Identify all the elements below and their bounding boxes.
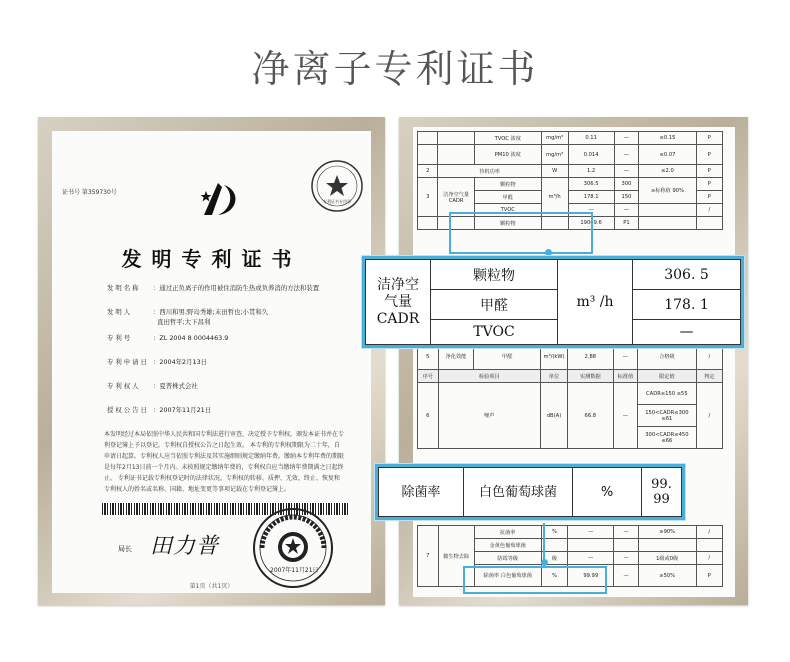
- table-cell: —: [568, 204, 614, 217]
- field-label: 专利权人: [107, 382, 141, 390]
- table-cell: P: [696, 165, 722, 178]
- table-row: [418, 383, 723, 405]
- table-cell: P: [696, 132, 722, 145]
- page-title: 净离子专利证书: [251, 47, 539, 91]
- field-label: 发明人: [107, 308, 133, 316]
- cadr-item-value: —: [633, 320, 741, 345]
- report-table-middle: [417, 343, 723, 449]
- cadr-item-value: 178. 1: [633, 290, 741, 320]
- table-cell: P: [696, 191, 722, 204]
- table-cell: —: [614, 204, 639, 217]
- table-cell: 级: [541, 552, 567, 565]
- table-cell: 2: [418, 165, 438, 178]
- table-cell: TVOC 浓度: [474, 132, 541, 145]
- certificate-body-text: 本发明经过本局依照中华人民共和国专利法进行审查，决定授予专利权，颁发本证书并在专利登记簿上予以登记。专利权自授权公告之日起生效。 本专利的专利权期限为二十年，自申请日起算。专利权人应当依照专利法及其实施细则规定缴纳年费。缴纳本专利年费的期限是每年2月13日前一个月内。未按照规定缴纳年费的，专利权自应当缴纳年费期满之日起终止。 专利证书记载专利权登记时的法律状况。专利权的转移、质押、无效、终止、恢复和专利权人的姓名或名称、国籍、地址变更等事项记载在专利登记簿上。: [104, 431, 345, 493]
- cadr-unit: m³ /h: [558, 260, 633, 345]
- table-cell: 1级或0级: [638, 552, 696, 565]
- table-cell: /: [696, 344, 722, 370]
- table-cell: P: [696, 178, 722, 191]
- table-cell: 颗粒物: [474, 217, 541, 230]
- table-cell: 微生物去除: [438, 526, 474, 587]
- field-patent-number: 专利号 ：ZL 2004 8 0004463.9: [107, 334, 229, 342]
- table-cell: —: [568, 552, 614, 565]
- table-cell: %: [541, 526, 567, 539]
- table-header: 检验项目: [438, 370, 540, 383]
- table-cell: /: [696, 552, 722, 565]
- table-cell: P: [696, 565, 722, 587]
- table-cell: 178.1: [568, 191, 614, 204]
- table-cell: dB(A): [541, 383, 568, 449]
- table-cell: ≤2.0: [639, 165, 696, 178]
- table-header: 判定: [696, 370, 722, 383]
- table-cell: 19069.6: [568, 217, 614, 230]
- table-cell: 待机功率: [438, 165, 541, 178]
- signature-label: 局长: [118, 545, 132, 553]
- table-cell: 抗菌率: [474, 526, 541, 539]
- table-cell: 1.2: [568, 165, 614, 178]
- table-row: [418, 370, 723, 383]
- field-value: 夏普株式会社: [159, 382, 198, 390]
- bacteria-item: 白色葡萄球菌: [464, 468, 573, 517]
- table-row: [418, 145, 723, 165]
- national-ip-office-seal-icon: [252, 507, 334, 589]
- table-cell: ≥50%: [638, 565, 696, 587]
- highlight-box-bacteria: [463, 566, 607, 594]
- bacteria-callout-table: [378, 467, 682, 517]
- cadr-item-name: TVOC: [431, 320, 558, 345]
- table-cell: —: [614, 132, 639, 145]
- table-cell: mg/m³: [541, 145, 568, 165]
- table-cell: —: [614, 552, 639, 565]
- table-cell: TVOC: [474, 204, 541, 217]
- field-label: 发明名称: [107, 284, 141, 292]
- field-inventor: 发明人 ：西川和男;野岛秀雄;末田哲也;小贯和久: [107, 308, 269, 316]
- report-frame: [399, 117, 748, 605]
- table-row: [418, 132, 723, 145]
- field-patentee: 专利权人 ：夏普株式会社: [107, 382, 198, 390]
- field-value: ZL 2004 8 0004463.9: [159, 334, 229, 342]
- field-value: 2004年2月13日: [159, 358, 208, 366]
- table-cell: 300: [614, 178, 639, 191]
- field-value: 西川和男;野岛秀雄;末田哲也;小贯和久: [159, 308, 269, 316]
- highlight-box-cadr: [449, 212, 593, 254]
- table-cell: 甲醛: [474, 191, 541, 204]
- cadr-item-name: 颗粒物: [431, 260, 558, 290]
- table-cell: ≤0.15: [639, 132, 696, 145]
- table-cell: —: [614, 165, 639, 178]
- table-cell: —: [614, 526, 639, 539]
- table-cell: CADR≤150 ≤55: [638, 383, 697, 405]
- table-cell: /: [696, 526, 722, 539]
- table-cell: 甲醛: [474, 344, 541, 370]
- certificate-page-number: 第1页（共1页）: [189, 583, 234, 590]
- table-row: [418, 165, 723, 178]
- table-cell: 0.014: [568, 145, 614, 165]
- cadr-item-value: 306. 5: [633, 260, 741, 290]
- field-label: 专利号: [107, 334, 133, 342]
- table-cell: mg/m³: [541, 132, 568, 145]
- table-cell: 300<CADR≤450 ≤66: [638, 427, 697, 449]
- field-inventor-cont: [107, 317, 210, 326]
- table-cell: 除菌率 白色葡萄球菌: [474, 565, 541, 587]
- table-row: 7 微生物去除 抗菌率 % — — ≥90% /: [418, 526, 723, 539]
- table-cell: —: [568, 526, 614, 539]
- bacteria-label: 除菌率: [379, 468, 464, 517]
- table-cell: 99.99: [568, 565, 614, 587]
- cadr-callout: [362, 256, 744, 348]
- connector-line: [543, 523, 545, 561]
- certificate-title: 发明专利证书: [121, 247, 302, 271]
- cadr-callout-table: [365, 259, 741, 345]
- table-cell: 6: [418, 383, 439, 449]
- certificate-number: 证书号 第359730号: [62, 189, 117, 196]
- table-cell: 颗粒物: [474, 178, 541, 191]
- table-cell: W: [541, 165, 568, 178]
- table-cell: P: [696, 145, 722, 165]
- table-row: 3 洁净空气量CADR 颗粒物 m³/h 306.5 300 ≥标称值 90% P: [418, 178, 723, 191]
- table-header: 单位: [541, 370, 568, 383]
- table-cell: —: [613, 344, 637, 370]
- director-signature: 田力普: [150, 534, 220, 559]
- table-cell: —: [613, 383, 637, 449]
- table-cell: m³/(kW): [541, 344, 568, 370]
- table-cell: 5: [418, 344, 439, 370]
- bacteria-callout: [375, 464, 685, 520]
- table-cell: /: [696, 383, 722, 449]
- field-label: 授权公告日: [107, 406, 149, 414]
- table-cell: PM10 浓度: [474, 145, 541, 165]
- table-cell: ≥标称值 90%: [639, 178, 696, 204]
- table-cell: ≥90%: [638, 526, 696, 539]
- patent-office-emblem-icon: [198, 177, 244, 223]
- table-cell: ≤0.07: [639, 145, 696, 165]
- table-row: [366, 260, 741, 290]
- table-cell: —: [614, 565, 639, 587]
- bacteria-unit: %: [573, 468, 642, 517]
- table-row: [379, 468, 682, 517]
- field-invention-name: 发明名称 ：通过正负离子的作用被住消防生热或负养消的方法和装置: [107, 284, 320, 292]
- seal-date: 2007年11月21日: [270, 567, 319, 574]
- table-cell: 2.88: [567, 344, 613, 370]
- table-cell: 洁净空气量CADR: [438, 178, 474, 217]
- field-label: 专利申请日: [107, 358, 149, 366]
- field-value: 2007年11月21日: [159, 406, 212, 414]
- table-cell: m³/h: [541, 178, 568, 217]
- table-cell: 金黄色葡萄球菌: [474, 539, 541, 552]
- cadr-label: 洁净空 气量 CADR: [366, 260, 431, 345]
- table-cell: /: [696, 204, 722, 217]
- table-cell: 0.11: [568, 132, 614, 145]
- table-header: 标准值: [613, 370, 637, 383]
- table-cell: 噪声: [438, 383, 540, 449]
- cadr-item-name: 甲醛: [431, 290, 558, 320]
- table-cell: 防霉等级: [474, 552, 541, 565]
- table-cell: 66.8: [567, 383, 613, 449]
- field-application-date: 专利申请日 ：2004年2月13日: [107, 358, 208, 366]
- field-value: 直田哲平;大下昌利: [157, 318, 211, 326]
- table-cell: —: [614, 145, 639, 165]
- field-value: 通过正负离子的作用被住消防生热或负养消的方法和装置: [159, 284, 320, 292]
- table-cell: 合格级: [638, 344, 697, 370]
- table-cell: 150: [614, 191, 639, 204]
- office-seal-top-icon: [310, 159, 364, 213]
- field-grant-date: 授权公告日 ：2007年11月21日: [107, 406, 212, 414]
- table-cell: 306.5: [568, 178, 614, 191]
- table-cell: %: [541, 565, 567, 587]
- certificate-paper: [52, 131, 371, 593]
- svg-text:专利证书专用章: 专利证书专用章: [323, 199, 351, 204]
- certificate-frame: [38, 117, 385, 605]
- table-cell: 净化效能: [438, 344, 474, 370]
- table-header: 实测数据: [567, 370, 613, 383]
- table-cell: 150<CADR≤300 ≤61: [638, 405, 697, 427]
- table-cell: P1: [614, 217, 639, 230]
- report-paper: [413, 127, 735, 597]
- bacteria-value: 99. 99: [642, 468, 682, 517]
- table-header: 限定值: [638, 370, 697, 383]
- table-header: 序号: [418, 370, 439, 383]
